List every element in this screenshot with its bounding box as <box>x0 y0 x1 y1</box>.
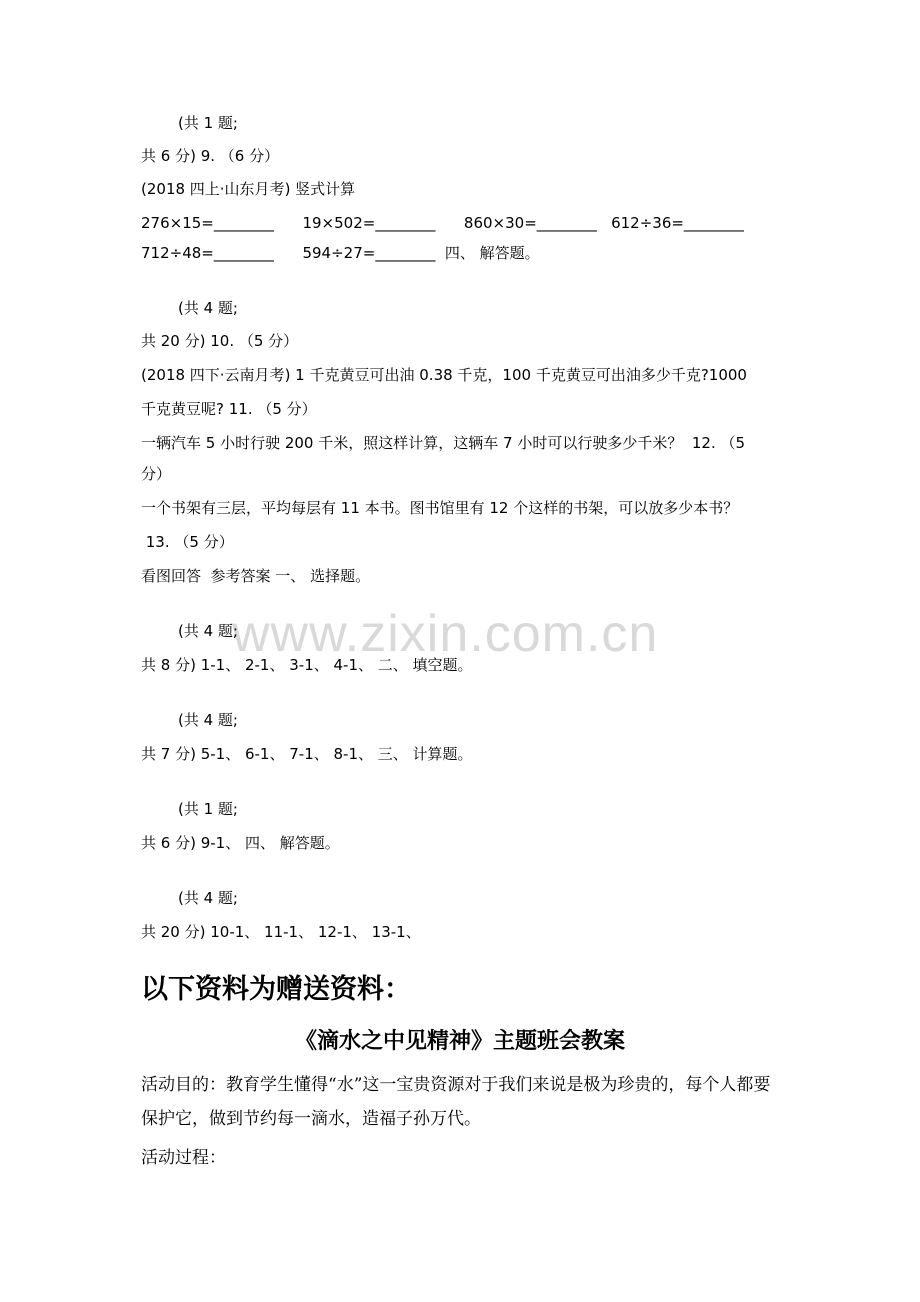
activity-process-label: 活动过程： <box>141 1148 226 1168</box>
answer-section-4: 共 20 分) 10-1、 11-1、 12-1、 13-1、 <box>141 923 421 941</box>
section-count-line: (共 4 题; <box>178 889 238 907</box>
section-count-line: (共 1 题; <box>178 114 238 132</box>
calc-row-1: 276×15=________ 19×502=________ 860×30=________ 612÷36=________ <box>141 214 744 232</box>
question-9-text: (2018 四上·山东月考) 竖式计算 <box>141 180 356 198</box>
answer-section-1: 共 8 分) 1-1、 2-1、 3-1、 4-1、 二、 填空题。 <box>141 656 473 674</box>
answer-section-2: 共 7 分) 5-1、 6-1、 7-1、 8-1、 三、 计算题。 <box>141 745 473 763</box>
answer-key-start: 看图回答 参考答案 一、 选择题。 <box>141 567 371 585</box>
lesson-plan-title: 《滴水之中见精神》主题班会教案 <box>294 1028 625 1054</box>
section-count-line: (共 1 题; <box>178 800 238 818</box>
activity-purpose: 活动目的：教育学生懂得“水”这一宝贵资源对于我们来说是极为珍贵的，每个人都要保护它，做到节约每一滴水，造福子孙万代。 <box>141 1075 771 1129</box>
answer-section-3: 共 6 分) 9-1、 四、 解答题。 <box>141 834 340 852</box>
calc-row-2: 712÷48=________ 594÷27=________ 四、 解答题。 <box>141 244 540 262</box>
question-9-header: 共 6 分) 9. （6 分） <box>141 147 280 165</box>
bonus-heading: 以下资料为赠送资料： <box>141 974 411 1005</box>
watermark: www.zixin.com.cn <box>232 605 659 663</box>
question-12-header-cont: 分） <box>141 465 172 483</box>
question-10-header: 共 20 分) 10. （5 分） <box>141 332 299 350</box>
question-12-text: 一个书架有三层，平均每层有 11 本书。图书馆里有 12 个这样的书架，可以放多少本书？ <box>141 499 739 517</box>
section-count-line: (共 4 题; <box>178 711 238 729</box>
section-count-line: (共 4 题; <box>178 299 238 317</box>
section-count-line: (共 4 题; <box>178 622 238 640</box>
question-10-text-cont: 千克黄豆呢? 11. （5 分） <box>141 400 317 418</box>
question-13-header: 13. （5 分） <box>141 533 234 551</box>
question-11-text: 一辆汽车 5 小时行驶 200 千米，照这样计算，这辆车 7 小时可以行驶多少千米？ 12. （5 <box>141 434 746 452</box>
question-10-text: (2018 四下·云南月考) 1 千克黄豆可出油 0.38 千克，100 千克黄豆可出油多少千克?1000 <box>141 366 747 384</box>
